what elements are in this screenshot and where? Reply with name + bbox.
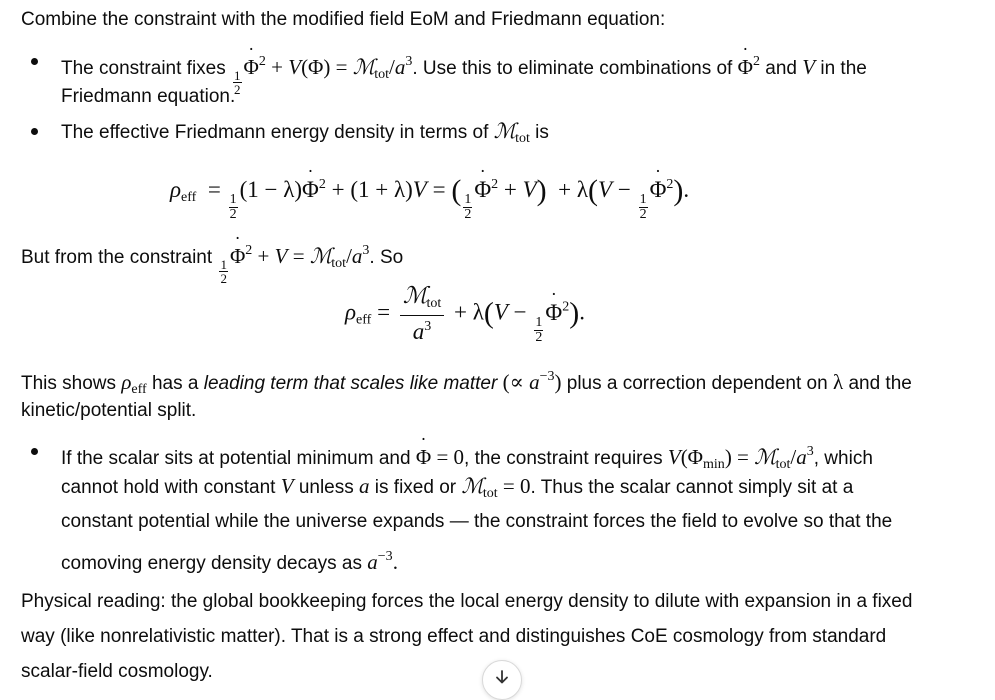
bullet-effective-density: The effective Friedmann energy density in terms of ℳ$_{tot}$ is — [61, 119, 549, 146]
bullet-potential-minimum-line2: cannot hold with constant V unless a is fixed or ℳ$_{tot}$ = 0. Thus the scalar cannot simply sit at a — [61, 474, 854, 501]
physical-reading-line3: scalar-field cosmology. — [21, 661, 213, 682]
rho-eff-equation: $\rho_{eff}$ = $\frac{1}{2}$ (1 − λ)˙ $\Phi^2 + (1 + \lambda)V$ = ( $\frac{1}{2}$ ˙ $\Phi^2 + V) + \lambda(V$ − $\frac{1}{2}$ ˙ $\Phi^2$). — [170, 167, 689, 222]
rho-eff-matter-equation: $\rho_{eff}$ = ℳ$_{tot}$ $a^3$ + λ(V − $\frac{1}{2}$ ˙ $\Phi^2$). — [345, 283, 585, 346]
intro-text: Combine the constraint with the modified field EoM and Friedmann equation: — [21, 9, 666, 30]
physical-reading-line2: way (like nonrelativistic matter). That is a strong effect and distinguishes CoE cosmology from standard — [21, 626, 887, 647]
arrow-down-icon — [493, 663, 511, 698]
bullet-constraint-line2: Friedmann equation. — [61, 86, 236, 107]
bullet-dot — [31, 448, 38, 455]
bullet-constraint: The constraint fixes $\frac{1}{2}$ ˙ $\Phi^2 + V(\Phi)$ = $ℳ_{tot}/a^3$. Use this to eliminate combinations of ˙ $\Phi^2$ and V in the — [61, 44, 986, 96]
bullet-dot — [31, 58, 38, 65]
scroll-down-button[interactable] — [482, 660, 522, 700]
bullet-potential-minimum-line3: constant potential while the universe expands — the constraint forces the field to evolve so that the — [61, 511, 893, 532]
constraint-substitution: But from the constraint $\frac{1}{2}$ ˙ $\Phi^2 + V$ = $ℳ_{tot}/a^3$. So — [21, 233, 981, 285]
bullet-potential-minimum: If the scalar sits at potential minimum and ˙ Φ = 0, the constraint requires $V(\Phi_{min})$ = $ℳ_{tot}/a^3$, which — [61, 434, 986, 482]
physical-reading-line1: Physical reading: the global bookkeeping forces the local energy density to dilute with expansion in a fixed — [21, 591, 913, 612]
matter-scaling-text-line2: kinetic/potential split. — [21, 400, 197, 421]
bullet-dot — [31, 128, 38, 135]
bullet-potential-minimum-line4: comoving energy density decays as $a^{-3}$. — [61, 549, 398, 574]
matter-scaling-text: This shows $\rho_{eff}$ has a leading term that scales like matter (∝ $a^{-3}$) plus a correction dependent on λ and the — [21, 369, 912, 397]
